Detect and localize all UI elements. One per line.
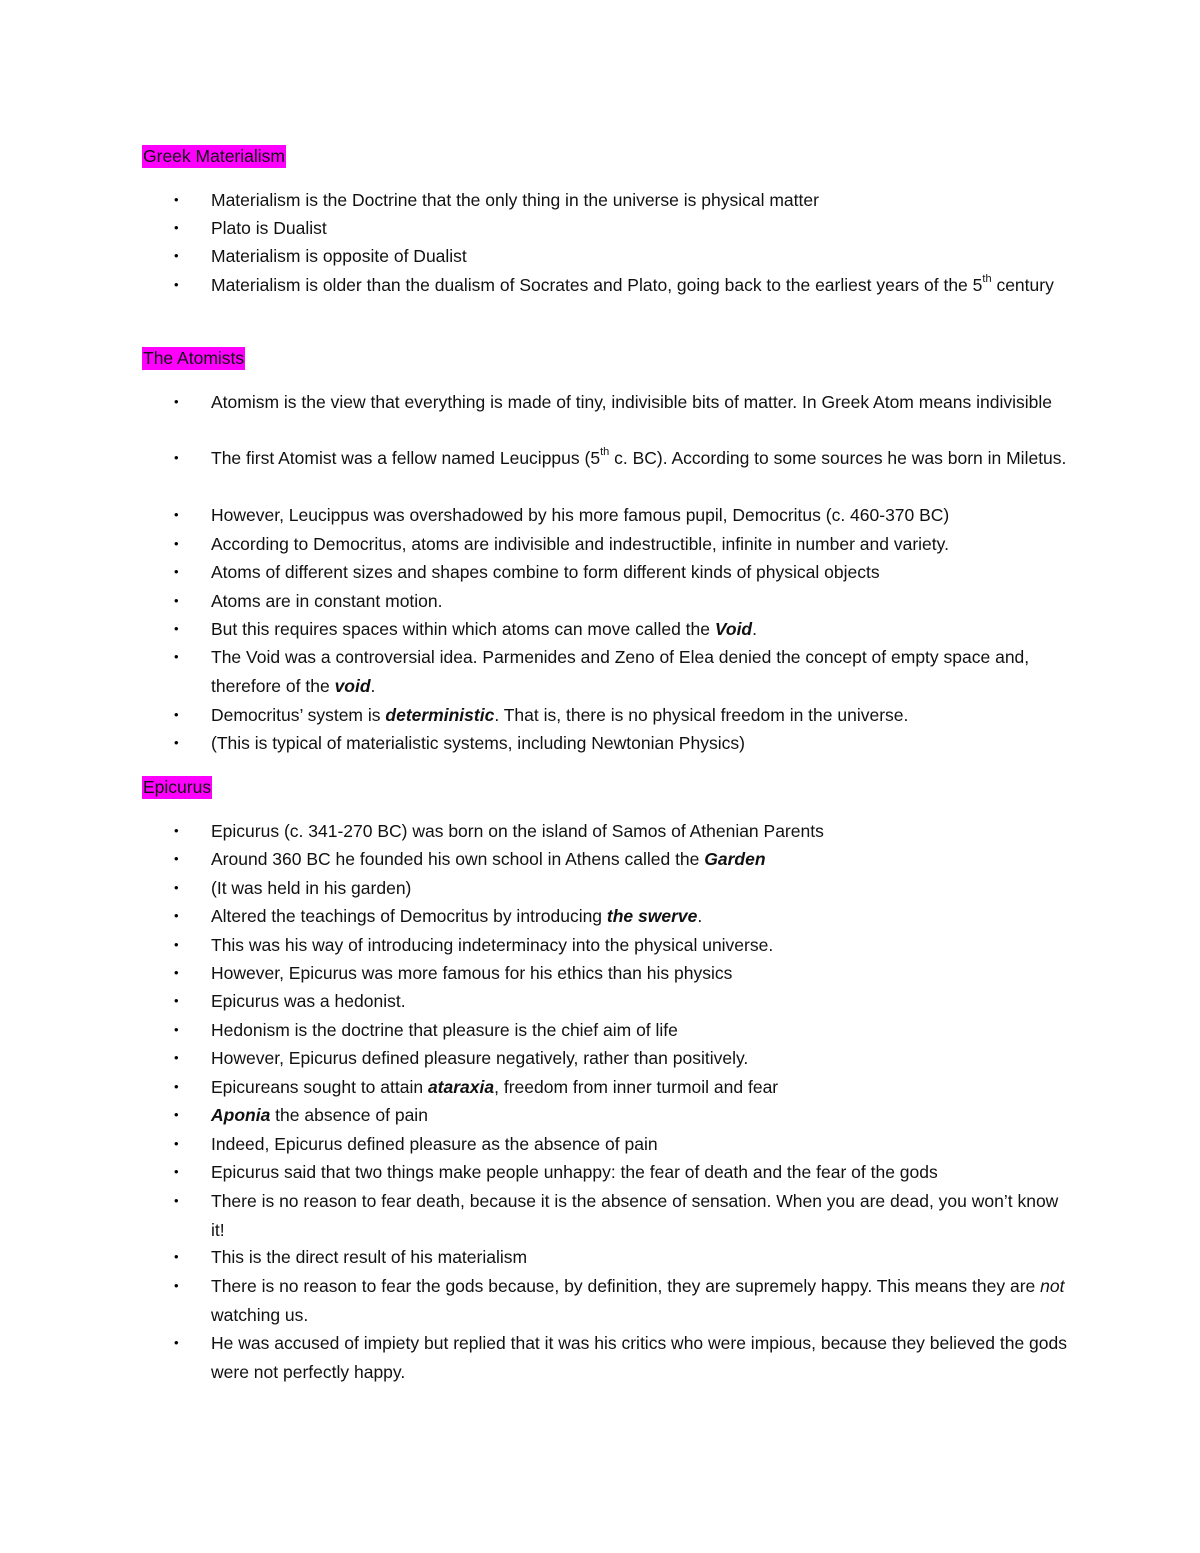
- bullet-icon: •: [174, 536, 179, 551]
- list-item-text: Altered the teachings of Democritus by introducing the swerve.: [211, 906, 703, 926]
- list-item-text: (It was held in his garden): [211, 878, 412, 898]
- bullet-icon: •: [174, 823, 179, 838]
- emphasis: Garden: [704, 849, 766, 869]
- bullet-icon: •: [174, 1164, 179, 1179]
- bullet-icon: •: [174, 993, 179, 1008]
- list-item-text: According to Democritus, atoms are indivisible and indestructible, infinite in number and variety.: [211, 534, 949, 554]
- list-item-text: Around 360 BC he founded his own school in Athens called the Garden: [211, 849, 766, 869]
- list-item-text: Materialism is opposite of Dualist: [211, 246, 467, 266]
- bullet-icon: •: [174, 1136, 179, 1151]
- bullet-icon: •: [174, 851, 179, 866]
- list-item-text: (This is typical of materialistic systems, including Newtonian Physics): [211, 733, 745, 753]
- list-item-text: He was accused of impiety but replied that it was his critics who were impious, because they believed the gods were not perfectly happy.: [211, 1333, 1067, 1382]
- list-item-text: Plato is Dualist: [211, 218, 327, 238]
- list-item-text: There is no reason to fear the gods because, by definition, they are supremely happy. This means they are not watching us.: [211, 1276, 1065, 1325]
- bullet-icon: •: [174, 707, 179, 722]
- list-item-text: Materialism is older than the dualism of Socrates and Plato, going back to the earliest years of the 5th century: [211, 273, 1054, 295]
- bullet-icon: •: [174, 1249, 179, 1264]
- list-item-text: Materialism is the Doctrine that the only thing in the universe is physical matter: [211, 190, 819, 210]
- list-item-text: But this requires spaces within which atoms can move called the Void.: [211, 619, 757, 639]
- bullet-icon: •: [174, 1278, 179, 1293]
- bullet-icon: •: [174, 649, 179, 664]
- heading-highlight: Epicurus: [143, 777, 212, 797]
- bullet-icon: •: [174, 735, 179, 750]
- emphasis: deterministic: [385, 705, 495, 725]
- list-item-text: However, Leucippus was overshadowed by his more famous pupil, Democritus (c. 460-370 BC): [211, 505, 950, 525]
- bullet-icon: •: [174, 394, 179, 409]
- list-item-text: The Void was a controversial idea. Parmenides and Zeno of Elea denied the concept of empty space and, therefore of the void.: [211, 647, 1030, 696]
- emphasis: ataraxia: [427, 1077, 495, 1097]
- section-heading-atomists: [141, 345, 246, 371]
- bullet-icon: •: [174, 1107, 179, 1122]
- list-item-text: Epicurus was a hedonist.: [211, 991, 406, 1011]
- bullet-icon: •: [174, 1193, 179, 1208]
- bullet-icon: •: [174, 1079, 179, 1094]
- bullet-icon: •: [174, 937, 179, 952]
- emphasis: the swerve: [606, 906, 698, 926]
- list-item-text: Aponia the absence of pain: [211, 1105, 428, 1125]
- bullet-icon: •: [174, 908, 179, 923]
- heading-highlight: The Atomists: [143, 348, 245, 368]
- bullet-icon: •: [174, 220, 179, 235]
- list-item-text: Atoms of different sizes and shapes combine to form different kinds of physical objects: [211, 562, 880, 582]
- list-item-text: Democritus’ system is deterministic. That is, there is no physical freedom in the universe.: [211, 705, 909, 725]
- list-item-text: Epicurus said that two things make people unhappy: the fear of death and the fear of the gods: [211, 1162, 938, 1182]
- bullet-icon: •: [174, 248, 179, 263]
- list-item-text: Hedonism is the doctrine that pleasure is the chief aim of life: [211, 1020, 678, 1040]
- list-item-text: The first Atomist was a fellow named Leucippus (5th c. BC). According to some sources he was born in Miletus.: [211, 446, 1067, 468]
- bullet-icon: •: [174, 965, 179, 980]
- bullet-icon: •: [174, 507, 179, 522]
- emphasis: void: [334, 675, 371, 696]
- bullet-icon: •: [174, 277, 179, 292]
- emphasis: Aponia: [211, 1105, 271, 1125]
- bullet-icon: •: [174, 1022, 179, 1037]
- bullet-icon: •: [174, 192, 179, 207]
- list-item-text: However, Epicurus was more famous for his ethics than his physics: [211, 963, 733, 983]
- bullet-icon: •: [174, 621, 179, 636]
- list-item-text: This was his way of introducing indeterminacy into the physical universe.: [211, 935, 774, 955]
- list-item-text: Atoms are in constant motion.: [211, 591, 443, 611]
- bullet-icon: •: [174, 593, 179, 608]
- bullet-icon: •: [174, 1050, 179, 1065]
- list-item-text: However, Epicurus defined pleasure negatively, rather than positively.: [211, 1048, 749, 1068]
- list-item-text: Epicureans sought to attain ataraxia, freedom from inner turmoil and fear: [211, 1077, 779, 1097]
- bullet-icon: •: [174, 450, 179, 465]
- list-item-text: Epicurus (c. 341-270 BC) was born on the island of Samos of Athenian Parents: [211, 821, 824, 841]
- heading-highlight: Greek Materialism: [143, 146, 285, 166]
- section-heading-epicurus: [141, 774, 213, 800]
- list-item-text: There is no reason to fear death, because it is the absence of sensation. When you are dead, you won’t know it!: [211, 1191, 1059, 1240]
- list-item-text: Indeed, Epicurus defined pleasure as the absence of pain: [211, 1134, 658, 1154]
- section-heading-greek-materialism: [141, 143, 287, 169]
- bullet-icon: •: [174, 564, 179, 579]
- bullet-icon: •: [174, 880, 179, 895]
- emphasis: not: [1040, 1276, 1065, 1296]
- emphasis: Void: [714, 619, 753, 639]
- list-item-text: This is the direct result of his materialism: [211, 1247, 528, 1267]
- bullet-icon: •: [174, 1335, 179, 1350]
- list-item-text: Atomism is the view that everything is made of tiny, indivisible bits of matter. In Greek Atom means indivisible: [211, 392, 1052, 412]
